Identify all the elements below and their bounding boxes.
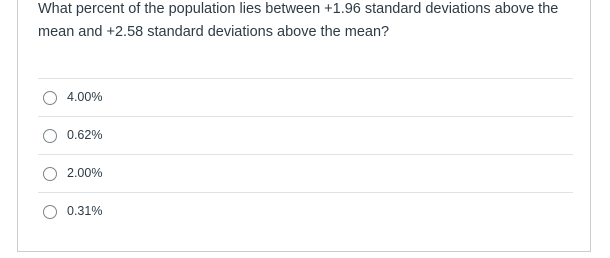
answer-list (38, 78, 573, 230)
answer-label: 4.00% (67, 90, 103, 105)
answer-label: 0.62% (67, 128, 103, 143)
answer-label: 0.31% (67, 204, 103, 219)
question-card (17, 0, 591, 252)
answer-option-1[interactable] (38, 78, 573, 116)
question-text: What percent of the population lies between +1.96 standard deviations above the mean and +2.58 standard deviations above the mean? (38, 1, 559, 40)
answer-option-2[interactable] (38, 116, 573, 154)
answer-option-3[interactable] (38, 154, 573, 192)
answer-label: 2.00% (67, 166, 103, 181)
radio-button-icon[interactable] (43, 129, 57, 143)
radio-button-icon[interactable] (43, 167, 57, 181)
answer-option-4[interactable] (38, 192, 573, 230)
radio-button-icon[interactable] (43, 91, 57, 105)
radio-button-icon[interactable] (43, 205, 57, 219)
